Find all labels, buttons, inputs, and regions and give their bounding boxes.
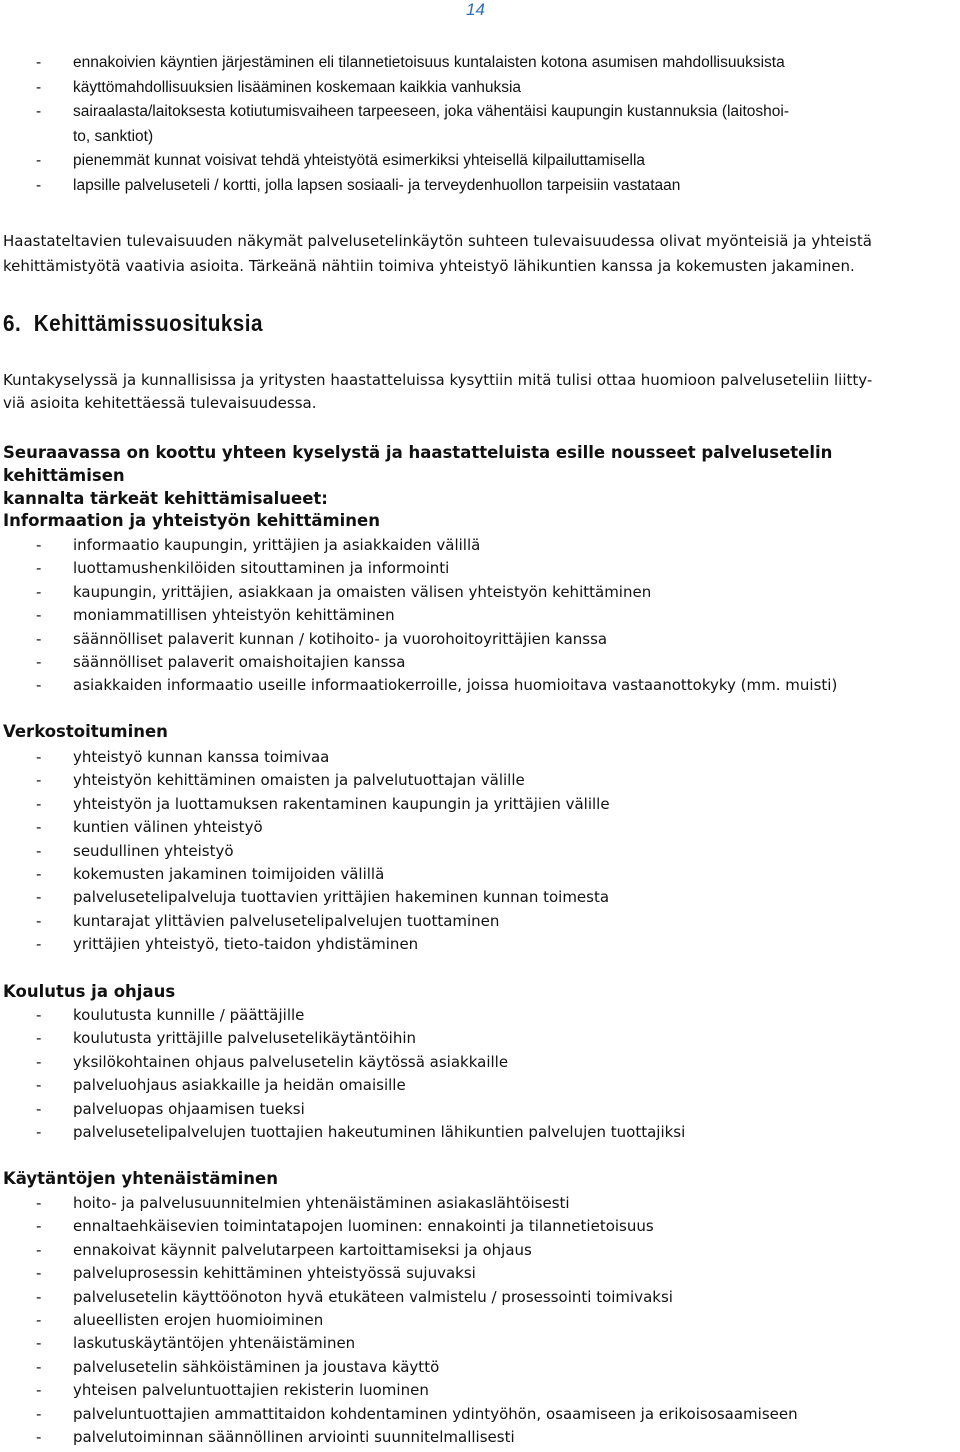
list-item: - kokemusten jakaminen toimijoiden välillä [36, 865, 385, 884]
section-number: 6. [3, 310, 22, 336]
list-item: - yhteistyön kehittäminen omaisten ja palvelutuottajan välille [36, 771, 525, 790]
list-item: - pienemmät kunnat voisivat tehdä yhteistyötä esimerkiksi yhteisellä kilpailuttamisella [36, 152, 646, 169]
group-list [36, 746, 610, 957]
list-item: - sairaalasta/laitoksesta kotiutumisvaiheen tarpeeseen, joka vähentäisi kaupungin kustannuksia (laitoshoi- [36, 103, 790, 120]
list-item: - alueellisten erojen huomioiminen [36, 1311, 324, 1330]
list-item: - kuntarajat ylittävien palvelusetelipalvelujen tuottaminen [36, 911, 500, 930]
paragraph-line: Kuntakyselyssä ja kunnallisissa ja yritysten haastatteluissa kysyttiin mitä tulisi ottaa huomioon palveluseteliin liitty- [3, 371, 873, 389]
list-item: - yhteistyö kunnan kanssa toimivaa [36, 748, 330, 766]
interview-paragraph [3, 229, 957, 278]
list-item: - ennakoivien käyntien järjestäminen eli tilannetietoisuus kuntalaisten kotona asumisen mahdollisuuksista [36, 54, 785, 71]
list-item: - seudullinen yhteistyö [36, 841, 234, 860]
list-item: - palveluprosessin kehittäminen yhteistyössä sujuvaksi [36, 1264, 476, 1283]
page-number: 14 [466, 0, 485, 19]
group-heading: Käytäntöjen yhtenäistäminen [3, 1169, 278, 1188]
group-list [36, 1192, 798, 1449]
list-item: - informaatio kaupungin, yrittäjien ja asiakkaiden välillä [36, 536, 481, 554]
paragraph-line: Haastateltavien tulevaisuuden näkymät palvelusetelinkäytön suhteen tulevaisuudessa olivat myönteisiä ja yhteistä [3, 232, 872, 250]
intro-paragraph [3, 369, 957, 415]
list-item: - ennaltaehkäisevien toimintatapojen luominen: ennakointi ja tilannetietoisuus [36, 1217, 654, 1236]
list-item: - kaupungin, yrittäjien, asiakkaan ja omaisten välisen yhteistyön kehittäminen [36, 582, 652, 601]
paragraph-line: viä asioita kehitettäessä tulevaisuudessa. [3, 394, 317, 412]
list-item: - koulutusta yrittäjille palvelusetelikäytäntöihin [36, 1029, 417, 1048]
list-item: - palveluntuottajien ammattitaidon kohdentaminen ydintyöhön, osaamiseen ja erikoisosaamiseen [36, 1404, 798, 1423]
paragraph-line: kannalta tärkeät kehittämisalueet: [3, 489, 328, 508]
list-item: - lapsille palveluseteli / kortti, jolla lapsen sosiaali- ja terveydenhuollon tarpeisiin vastataan [36, 176, 681, 194]
group-heading: Verkostoituminen [3, 722, 168, 741]
list-item: - koulutusta kunnille / päättäjille [36, 1006, 305, 1024]
list-item: - palvelutoiminnan säännöllinen arviointi suunnitelmallisesti [36, 1428, 515, 1447]
list-item: - laskutuskäytäntöjen yhtenäistäminen [36, 1334, 356, 1353]
paragraph-line: Seuraavassa on koottu yhteen kyselystä ja haastatteluista esille nousseet palvelusetelin kehittämisen [3, 443, 833, 485]
group-list [36, 534, 837, 698]
list-item-continuation: to, sanktiot) [73, 127, 154, 145]
section-heading [3, 310, 276, 337]
list-item: - luottamushenkilöiden sitouttaminen ja informointi [36, 559, 450, 578]
group-heading: Informaation ja yhteistyön kehittäminen [3, 511, 380, 530]
list-item: - palvelusetelipalvelujen tuottajien hakeutuminen lähikuntien palvelujen tuottajiksi [36, 1123, 686, 1142]
list-item: - palveluohjaus asiakkaille ja heidän omaisille [36, 1076, 406, 1095]
list-item: - yhteistyön ja luottamuksen rakentaminen kaupungin ja yrittäjien välille [36, 794, 610, 813]
list-item: - palvelusetelipalveluja tuottavien yrittäjien hakeminen kunnan toimesta [36, 888, 610, 907]
list-item: - kuntien välinen yhteistyö [36, 818, 263, 837]
summary-paragraph [3, 441, 959, 510]
list-item: - ennakoivat käynnit palvelutarpeen kartoittamiseksi ja ohjaus [36, 1240, 532, 1259]
list-item: - yhteisen palveluntuottajien rekisterin luominen [36, 1381, 429, 1400]
list-item: - palveluopas ohjaamisen tueksi [36, 1099, 305, 1118]
list-item: - palvelusetelin käyttöönoton hyvä etukäteen valmistelu / prosessointi toimivaksi [36, 1287, 673, 1306]
list-item: - asiakkaiden informaatio useille informaatiokerroille, joissa huomioitava vastaanottokyky (mm. muisti) [36, 676, 838, 695]
list-item: - moniammatillisen yhteistyön kehittäminen [36, 606, 395, 625]
paragraph-line: kehittämistyötä vaativia asioita. Tärkeänä nähtiin toimiva yhteistyö lähikuntien kanssa ja kokemusten jakaminen. [3, 256, 855, 275]
group-heading: Koulutus ja ohjaus [3, 982, 176, 1001]
list-item: - yrittäjien yhteistyö, tieto-taidon yhdistäminen [36, 935, 419, 954]
list-item: - säännölliset palaverit kunnan / kotihoito- ja vuorohoitoyrittäjien kanssa [36, 629, 608, 648]
list-item: - yksilökohtainen ohjaus palvelusetelin käytössä asiakkaille [36, 1052, 509, 1071]
top-bullet-list [36, 51, 789, 198]
section-title: Kehittämissuosituksia [33, 310, 263, 336]
list-item: - käyttömahdollisuuksien lisääminen koskemaan kaikkia vanhuksia [36, 78, 522, 96]
list-item: - säännölliset palaverit omaishoitajien kanssa [36, 653, 406, 672]
list-item: - palvelusetelin sähköistäminen ja joustava käyttö [36, 1357, 440, 1376]
group-list [36, 1004, 685, 1144]
list-item: - hoito- ja palvelusuunnitelmien yhtenäistäminen asiakaslähtöisesti [36, 1194, 570, 1212]
